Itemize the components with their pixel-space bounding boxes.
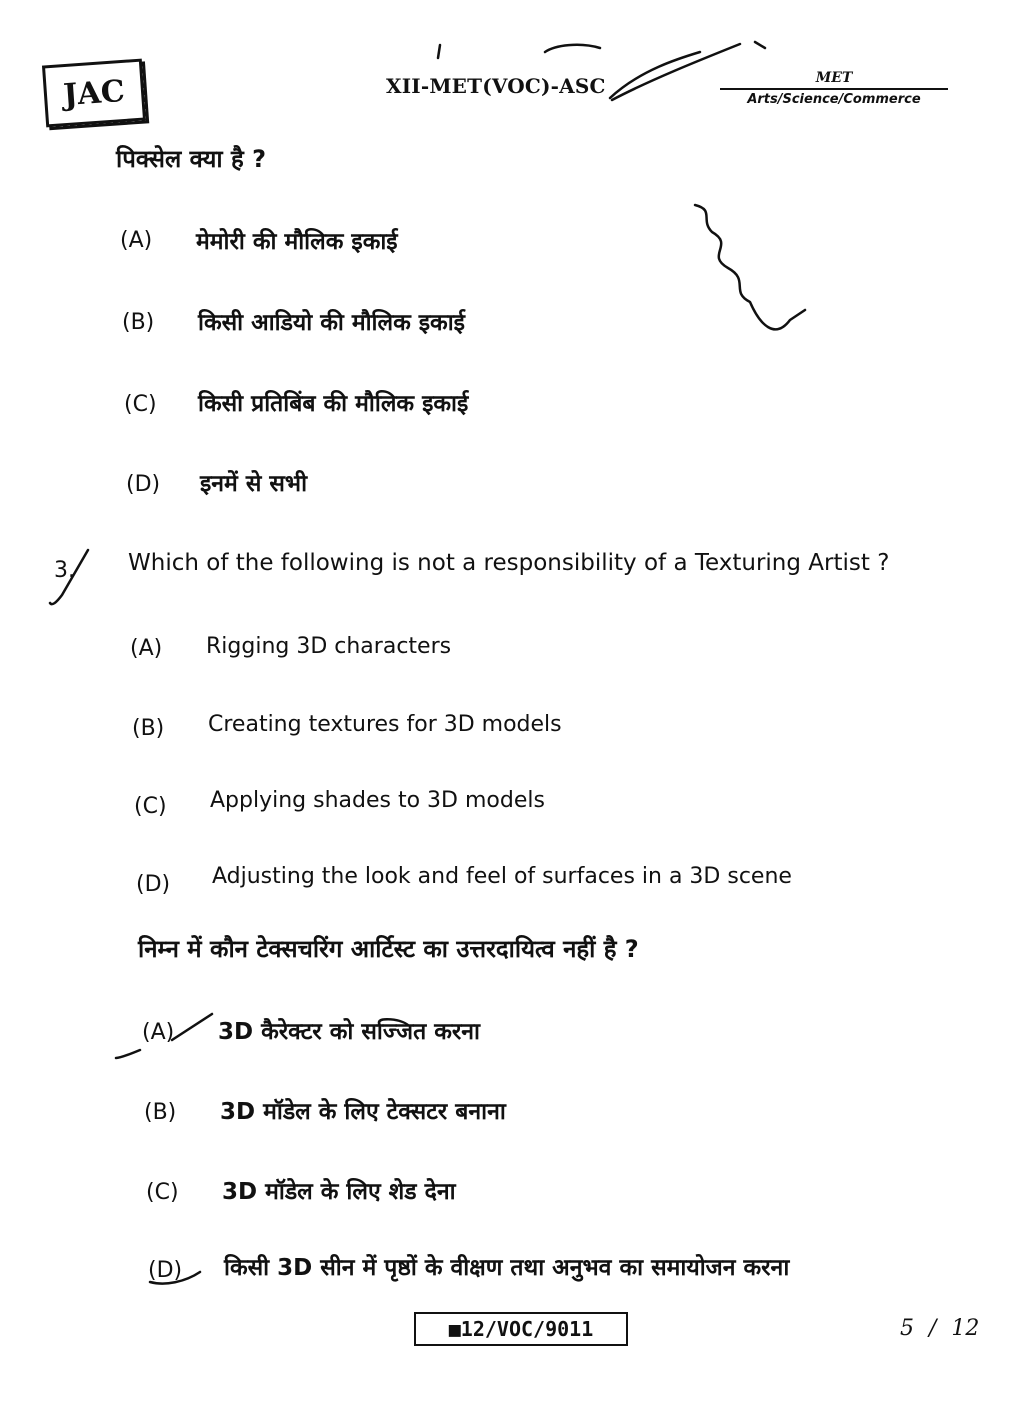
q2-option-c-label: (C) (124, 392, 157, 417)
q3-hi-option-b-label: (B) (144, 1100, 177, 1125)
q2-option-a-text: मेमोरी की मौलिक इकाई (196, 229, 398, 255)
q3-hi-option-d-text: किसी 3D सीन में पृष्ठों के वीक्षण तथा अनुभव का समायोजन करना (224, 1255, 790, 1281)
q3-en-option-d-label: (D) (136, 872, 171, 897)
q3-en-option-d-text: Adjusting the look and feel of surfaces in a 3D scene (212, 864, 792, 889)
q3-en-option-a-label: (A) (130, 636, 163, 661)
q3-en-option-c-text: Applying shades to 3D models (210, 788, 545, 813)
q2-option-d-text: इनमें से सभी (200, 471, 308, 497)
q3-english-question: Which of the following is not a responsibility of a Texturing Artist ? (128, 550, 890, 576)
q3-hi-option-b-text: 3D मॉडेल के लिए टेक्सटर बनाना (220, 1099, 506, 1125)
header-scribble-mark (438, 42, 765, 100)
q3-option-a-tick-mark (116, 1014, 212, 1058)
q3-en-option-b-text: Creating textures for 3D models (208, 712, 562, 737)
q2-option-c-text: किसी प्रतिबिंब की मौलिक इकाई (198, 391, 469, 417)
q3-hi-option-a-label: (A) (142, 1020, 175, 1045)
q2-option-d-label: (D) (126, 472, 161, 497)
q3-hi-option-c-text: 3D मॉडेल के लिए शेड देना (222, 1179, 456, 1205)
q3-hi-option-a-text: 3D कैरेक्टर को सज्जित करना (218, 1019, 480, 1045)
q3-number: 3. (54, 558, 75, 583)
q2-option-b-text: किसी आडियो की मौलिक इकाई (198, 310, 465, 336)
q2-hindi-question: पिक्सेल क्या है ? (116, 145, 266, 173)
squiggle-mark (695, 205, 805, 329)
q3-en-option-a-text: Rigging 3D characters (206, 634, 452, 659)
q3-en-option-b-label: (B) (132, 716, 165, 741)
booklet-code-text: ■12/VOC/9011 (448, 1317, 594, 1341)
logo-text: JAC (62, 73, 126, 113)
q3-hi-option-c-label: (C) (146, 1180, 179, 1205)
subject-heading: MET (720, 70, 948, 90)
stream-list: Arts/Science/Commerce (747, 92, 921, 107)
q3-tick-mark (50, 550, 88, 604)
q3-option-d-tick-mark (150, 1272, 200, 1284)
q3-hindi-question: निम्न में कौन टेक्सचरिंग आर्टिस्ट का उत्तरदायित्व नहीं है ? (138, 935, 639, 963)
q2-option-a-label: (A) (120, 228, 153, 253)
q3-en-option-c-label: (C) (134, 794, 167, 819)
page-number: 5 / 12 (900, 1316, 980, 1341)
paper-code: XII-MET(VOC)-ASC (386, 74, 606, 98)
q3-hi-option-d-label: (D) (148, 1258, 183, 1283)
q2-option-b-label: (B) (122, 310, 155, 335)
